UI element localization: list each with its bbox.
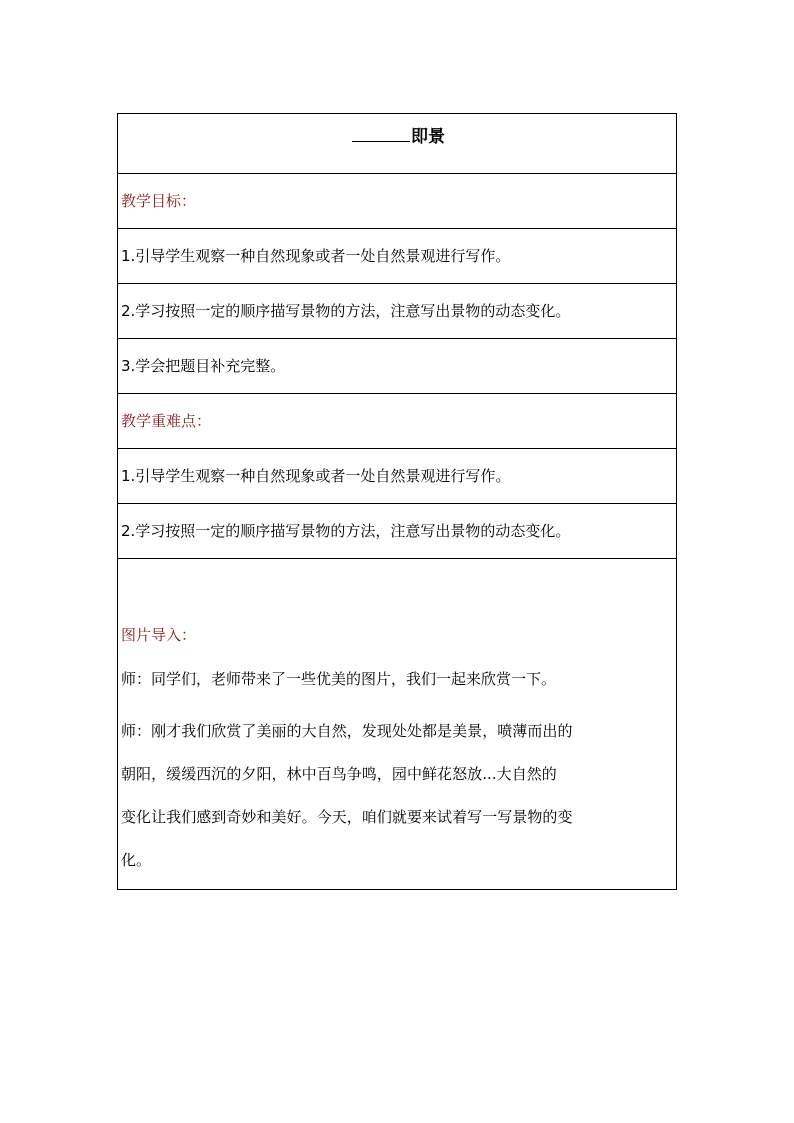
title-text: 即景 <box>411 126 445 147</box>
objective-item-2: 2.学习按照一定的顺序描写景物的方法，注意写出景物的动态变化。 <box>118 284 677 339</box>
intro-paragraph-2 <box>121 710 677 882</box>
page-title <box>352 124 445 148</box>
key-point-item-2: 2.学习按照一定的顺序描写景物的方法，注意写出景物的动态变化。 <box>118 504 677 559</box>
objective-row <box>118 284 677 339</box>
intro-heading: 图片导入： <box>121 626 197 644</box>
key-point-row <box>118 449 677 504</box>
title-blank-line <box>352 124 410 142</box>
lesson-plan-table <box>117 113 677 890</box>
title-row <box>118 114 677 174</box>
intro-cell <box>118 559 677 890</box>
objective-item-3: 3.学会把题目补充完整。 <box>118 339 677 394</box>
objective-row <box>118 229 677 284</box>
title-cell <box>118 114 677 174</box>
objective-item-1: 1.引导学生观察一种自然现象或者一处自然景观进行写作。 <box>118 229 677 284</box>
objectives-heading-row <box>118 174 677 229</box>
key-point-row <box>118 504 677 559</box>
intro-paragraph-2-line: 师：刚才我们欣赏了美丽的大自然，发现处处都是美景，喷薄而出的 <box>121 722 573 740</box>
intro-row <box>118 559 677 890</box>
objectives-heading: 教学目标： <box>118 174 677 229</box>
key-points-heading: 教学重难点： <box>118 394 677 449</box>
objective-row <box>118 339 677 394</box>
key-point-item-1: 1.引导学生观察一种自然现象或者一处自然景观进行写作。 <box>118 449 677 504</box>
intro-paragraph-2-line: 化。 <box>121 851 152 869</box>
intro-paragraph-1: 师：同学们，老师带来了一些优美的图片，我们一起来欣赏一下。 <box>121 670 557 688</box>
intro-paragraph-2-line: 朝阳，缓缓西沉的夕阳，林中百鸟争鸣，园中鲜花怒放...大自然的 <box>121 765 557 783</box>
key-points-heading-row <box>118 394 677 449</box>
intro-paragraph-2-line: 变化让我们感到奇妙和美好。今天，咱们就要来试着写一写景物的变 <box>121 808 573 826</box>
